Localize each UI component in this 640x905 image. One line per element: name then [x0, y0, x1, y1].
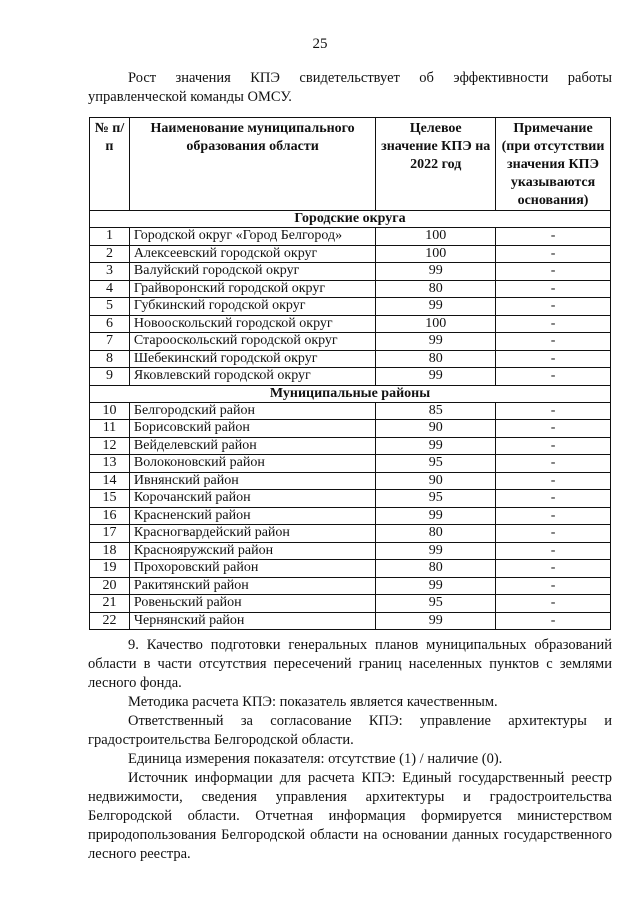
row-note: - [496, 612, 611, 630]
row-value: 85 [376, 402, 496, 420]
row-value: 90 [376, 472, 496, 490]
row-name: Белгородский район [129, 402, 375, 420]
row-value: 80 [376, 350, 496, 368]
table-row [90, 560, 611, 578]
table-row [90, 298, 611, 316]
table-row [90, 437, 611, 455]
row-number: 2 [90, 245, 130, 263]
row-name: Корочанский район [129, 490, 375, 508]
row-name: Валуйский городской округ [129, 263, 375, 281]
footer-text [88, 636, 612, 864]
row-note: - [496, 455, 611, 473]
row-value: 95 [376, 455, 496, 473]
row-value: 80 [376, 280, 496, 298]
row-number: 8 [90, 350, 130, 368]
row-number: 17 [90, 525, 130, 543]
row-value: 99 [376, 577, 496, 595]
row-name: Шебекинский городской округ [129, 350, 375, 368]
row-name: Ровеньский район [129, 595, 375, 613]
row-value: 80 [376, 525, 496, 543]
row-note: - [496, 298, 611, 316]
row-name: Прохоровский район [129, 560, 375, 578]
section-title: Муниципальные районы [90, 385, 611, 402]
row-note: - [496, 437, 611, 455]
row-note: - [496, 577, 611, 595]
page-number: 25 [312, 36, 328, 52]
row-value: 100 [376, 245, 496, 263]
row-number: 18 [90, 542, 130, 560]
header-num: № п/п [90, 118, 130, 211]
table-row [90, 490, 611, 508]
row-value: 100 [376, 315, 496, 333]
row-value: 99 [376, 612, 496, 630]
table-row [90, 333, 611, 351]
row-note: - [496, 280, 611, 298]
row-number: 21 [90, 595, 130, 613]
row-number: 15 [90, 490, 130, 508]
row-name: Новооскольский городской округ [129, 315, 375, 333]
row-note: - [496, 402, 611, 420]
row-value: 99 [376, 298, 496, 316]
header-note: Примечание (при отсутствии значения КПЭ указываются основания) [496, 118, 611, 211]
header-name: Наименование муниципального образования области [129, 118, 375, 211]
row-note: - [496, 525, 611, 543]
row-number: 14 [90, 472, 130, 490]
row-value: 99 [376, 437, 496, 455]
footer-paragraph-4: Единица измерения показателя: отсутствие (1) / наличие (0). [128, 751, 503, 767]
row-note: - [496, 228, 611, 246]
row-name: Краснояружский район [129, 542, 375, 560]
row-value: 99 [376, 542, 496, 560]
row-name: Ивнянский район [129, 472, 375, 490]
section-row [90, 211, 611, 228]
row-number: 12 [90, 437, 130, 455]
table-row [90, 350, 611, 368]
row-note: - [496, 420, 611, 438]
footer-paragraph-2: Методика расчета КПЭ: показатель является качественным. [128, 694, 498, 710]
row-number: 5 [90, 298, 130, 316]
kpe-table [89, 117, 611, 630]
row-name: Ракитянский район [129, 577, 375, 595]
row-number: 7 [90, 333, 130, 351]
header-target: Целевое значение КПЭ на 2022 год [376, 118, 496, 211]
row-note: - [496, 507, 611, 525]
row-note: - [496, 263, 611, 281]
row-name: Алексеевский городской округ [129, 245, 375, 263]
table-row [90, 595, 611, 613]
table-row [90, 472, 611, 490]
row-value: 99 [376, 507, 496, 525]
row-value: 99 [376, 263, 496, 281]
row-note: - [496, 368, 611, 386]
row-value: 95 [376, 595, 496, 613]
row-number: 9 [90, 368, 130, 386]
row-note: - [496, 245, 611, 263]
section-title: Городские округа [90, 211, 611, 228]
row-note: - [496, 315, 611, 333]
row-note: - [496, 350, 611, 368]
table-row [90, 245, 611, 263]
row-value: 80 [376, 560, 496, 578]
footer-paragraph-1: 9. Качество подготовки генеральных планов муниципальных образований области в части отсутствия пересечений границ населенных пунктов с землями лесного фонда. [88, 637, 612, 691]
table-row [90, 577, 611, 595]
row-name: Яковлевский городской округ [129, 368, 375, 386]
row-name: Старооскольский городской округ [129, 333, 375, 351]
row-number: 4 [90, 280, 130, 298]
row-name: Красненский район [129, 507, 375, 525]
row-note: - [496, 542, 611, 560]
row-name: Красногвардейский район [129, 525, 375, 543]
table-row [90, 280, 611, 298]
table-header-row [90, 118, 611, 211]
row-value: 100 [376, 228, 496, 246]
intro-paragraph [88, 69, 612, 107]
row-value: 90 [376, 420, 496, 438]
row-name: Грайворонский городской округ [129, 280, 375, 298]
row-number: 16 [90, 507, 130, 525]
row-note: - [496, 333, 611, 351]
row-number: 22 [90, 612, 130, 630]
table-row [90, 525, 611, 543]
row-number: 3 [90, 263, 130, 281]
row-note: - [496, 560, 611, 578]
footer-paragraph-5: Источник информации для расчета КПЭ: Единый государственный реестр недвижимости, сведения управления архитектуры и градостроительства Белгородской области. Отчетная информация формируется министерством природопользования Белгородской области на основании данных государственного лесного реестра. [88, 770, 612, 862]
section-row [90, 385, 611, 402]
footer-paragraph-3: Ответственный за согласование КПЭ: управление архитектуры и градостроительства Белгородской области. [88, 713, 612, 748]
row-name: Борисовский район [129, 420, 375, 438]
row-value: 95 [376, 490, 496, 508]
table-body [90, 211, 611, 630]
table-row [90, 542, 611, 560]
table-row [90, 228, 611, 246]
row-note: - [496, 472, 611, 490]
table-row [90, 420, 611, 438]
row-name: Чернянский район [129, 612, 375, 630]
row-number: 20 [90, 577, 130, 595]
table-row [90, 368, 611, 386]
row-name: Вейделевский район [129, 437, 375, 455]
row-name: Волоконовский район [129, 455, 375, 473]
table-row [90, 612, 611, 630]
table-row [90, 402, 611, 420]
table-row [90, 507, 611, 525]
row-number: 10 [90, 402, 130, 420]
row-note: - [496, 595, 611, 613]
intro-text: Рост значения КПЭ свидетельствует об эффективности работы управленческой команды ОМСУ. [88, 70, 612, 105]
row-value: 99 [376, 368, 496, 386]
row-note: - [496, 490, 611, 508]
table-row [90, 315, 611, 333]
row-name: Городской округ «Город Белгород» [129, 228, 375, 246]
row-number: 19 [90, 560, 130, 578]
row-number: 6 [90, 315, 130, 333]
table-row [90, 455, 611, 473]
row-number: 1 [90, 228, 130, 246]
row-number: 11 [90, 420, 130, 438]
table-row [90, 263, 611, 281]
row-value: 99 [376, 333, 496, 351]
row-number: 13 [90, 455, 130, 473]
row-name: Губкинский городской округ [129, 298, 375, 316]
